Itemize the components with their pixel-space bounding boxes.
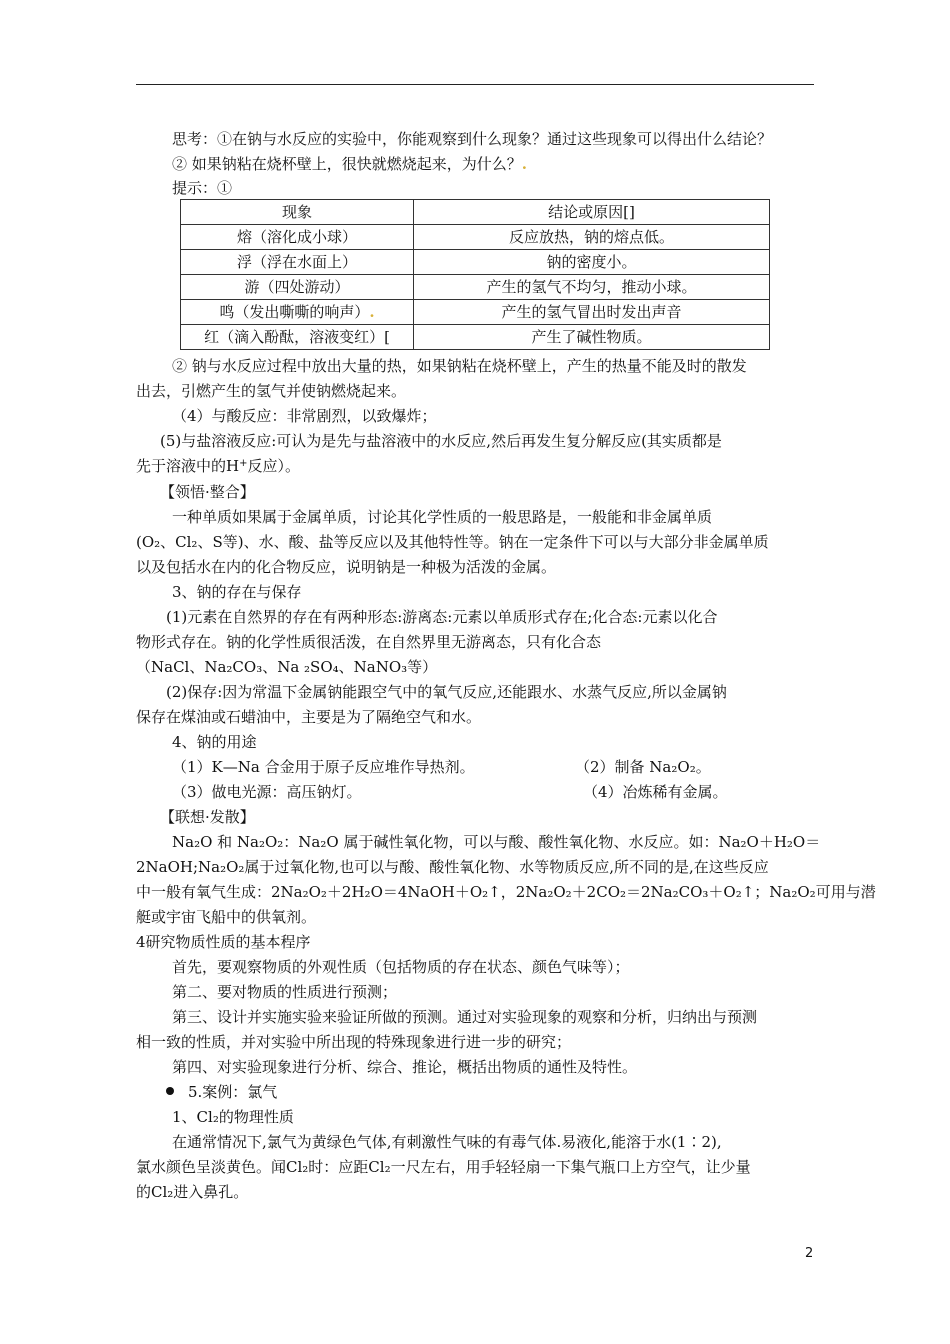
table-row bbox=[181, 225, 770, 250]
para-line: 保存在煤油或石蜡油中，主要是为了隔绝空气和水。 bbox=[136, 708, 482, 726]
header-conclusion: 结论或原因[] bbox=[414, 200, 770, 225]
table-cell: 红（滴入酚酞，溶液变红）[ bbox=[181, 325, 414, 350]
para-line: （NaCl、Na₂CO₃、Na ₂SO₄、NaNO₃等） bbox=[136, 658, 438, 676]
table-cell: 产生了碱性物质。 bbox=[414, 325, 770, 350]
section-heading-lingwu: 【领悟·整合】 bbox=[160, 483, 255, 501]
para-line: （4）与酸反应：非常剧烈，以致爆炸； bbox=[172, 407, 437, 425]
table-row bbox=[181, 325, 770, 350]
use-item: （3）做电光源：高压钠灯。 bbox=[172, 783, 362, 801]
para-line: Na₂O 和 Na₂O₂：Na₂O 属于碱性氧化物，可以与酸、酸性氧化物、水反应。如：Na₂O＋H₂O＝ bbox=[172, 833, 821, 851]
table-cell: 产生的氢气冒出时发出声音 bbox=[414, 300, 770, 325]
header-phenomenon: 现象 bbox=[181, 200, 414, 225]
table-header-row bbox=[181, 200, 770, 225]
section-heading-3: 3、钠的存在与保存 bbox=[172, 583, 302, 601]
section-heading-program: 4研究物质性质的基本程序 bbox=[136, 933, 311, 951]
table-row bbox=[181, 250, 770, 275]
para-line: 相一致的性质，并对实验中所出现的特殊现象进行进一步的研究； bbox=[136, 1033, 572, 1051]
table-cell: 游（四处游动） bbox=[181, 275, 414, 300]
table-cell: 熔（溶化成小球） bbox=[181, 225, 414, 250]
subsection-heading: 1、Cl₂的物理性质 bbox=[172, 1108, 294, 1126]
use-item: （4）冶炼稀有金属。 bbox=[583, 783, 728, 801]
para-line: 以及包括水在内的化合物反应，说明钠是一种极为活泼的金属。 bbox=[136, 558, 557, 576]
para-line: (1)元素在自然界的存在有两种形态:游离态:元素以单质形式存在;化合态:元素以化合 bbox=[166, 608, 718, 626]
table-cell: 钠的密度小。 bbox=[414, 250, 770, 275]
page-number: 2 bbox=[805, 1246, 814, 1261]
section-heading-4: 4、钠的用途 bbox=[172, 733, 257, 751]
para-line: 首先，要观察物质的外观性质（包括物质的存在状态、颜色气味等）； bbox=[172, 958, 630, 976]
think-line-1: 思考：①在钠与水反应的实验中，你能观察到什么现象？通过这些现象可以得出什么结论？ bbox=[172, 130, 773, 148]
section-heading-lianxiang: 【联想·发散】 bbox=[160, 808, 255, 826]
para-line: 一种单质如果属于金属单质，讨论其化学性质的一般思路是，一般能和非金属单质 bbox=[172, 508, 713, 526]
think-line-2: ② 如果钠粘在烧杯壁上，很快就燃烧起来，为什么？. bbox=[172, 155, 528, 173]
para-line: 2NaOH;Na₂O₂属于过氧化物,也可以与酸、酸性氧化物、水等物质反应,所不同的是,在这些反应 bbox=[136, 858, 769, 876]
bullet-icon bbox=[166, 1087, 174, 1095]
use-item: （1）K—Na 合金用于原子反应堆作导热剂。 bbox=[172, 758, 475, 776]
para-line: 第三、设计并实施实验来验证所做的预测。通过对实验现象的观察和分析，归纳出与预测 bbox=[172, 1008, 758, 1026]
phenomena-table bbox=[180, 199, 770, 350]
para-line: 在通常情况下,氯气为黄绿色气体,有刺激性气味的有毒气体.易液化,能溶于水(1∶2), bbox=[172, 1133, 722, 1151]
para-line: (O₂、Cl₂、S等)、水、酸、盐等反应以及其他特性等。钠在一定条件下可以与大部分非金属单质 bbox=[136, 533, 769, 551]
para-line: ② 钠与水反应过程中放出大量的热，如果钠粘在烧杯壁上，产生的热量不能及时的散发 bbox=[172, 357, 747, 375]
hint-label: 提示：① bbox=[172, 179, 233, 197]
use-item: （2）制备 Na₂O₂。 bbox=[575, 758, 711, 776]
para-line: 出去，引燃产生的氢气并使钠燃烧起来。 bbox=[136, 382, 407, 400]
para-line: 第四、对实验现象进行分析、综合、推论，概括出物质的通性及特性。 bbox=[172, 1058, 638, 1076]
table-cell: 鸣（发出嘶嘶的响声）. bbox=[181, 300, 414, 325]
section-heading-5: 5.案例：氯气 bbox=[166, 1081, 277, 1103]
para-line: 第二、要对物质的性质进行预测； bbox=[172, 983, 398, 1001]
header-rule bbox=[136, 84, 814, 85]
table-cell: 产生的氢气不均匀，推动小球。 bbox=[414, 275, 770, 300]
para-line: 物形式存在。钠的化学性质很活泼，在自然界里无游离态，只有化合态 bbox=[136, 633, 602, 651]
para-line: (5)与盐溶液反应:可认为是先与盐溶液中的水反应,然后再发生复分解反应(其实质都是 bbox=[160, 432, 722, 450]
para-line: (2)保存:因为常温下金属钠能跟空气中的氧气反应,还能跟水、水蒸气反应,所以金属钠 bbox=[166, 683, 727, 701]
para-line: 艇或宇宙飞船中的供氧剂。 bbox=[136, 908, 317, 926]
table-cell: 反应放热，钠的熔点低。 bbox=[414, 225, 770, 250]
table-row bbox=[181, 275, 770, 300]
para-line: 先于溶液中的H+反应）。 bbox=[136, 457, 300, 475]
para-line: 中一般有氧气生成：2Na₂O₂＋2H₂O＝4NaOH＋O₂↑，2Na₂O₂＋2CO₂＝2Na₂CO₃＋O₂↑；Na₂O₂可用与潜 bbox=[136, 883, 876, 901]
table-row bbox=[181, 300, 770, 325]
para-line: 氯水颜色呈淡黄色。闻Cl₂时：应距Cl₂一尺左右，用手轻轻扇一下集气瓶口上方空气，让少量 bbox=[136, 1158, 751, 1176]
para-line: 的Cl₂进入鼻孔。 bbox=[136, 1183, 249, 1201]
table-cell: 浮（浮在水面上） bbox=[181, 250, 414, 275]
